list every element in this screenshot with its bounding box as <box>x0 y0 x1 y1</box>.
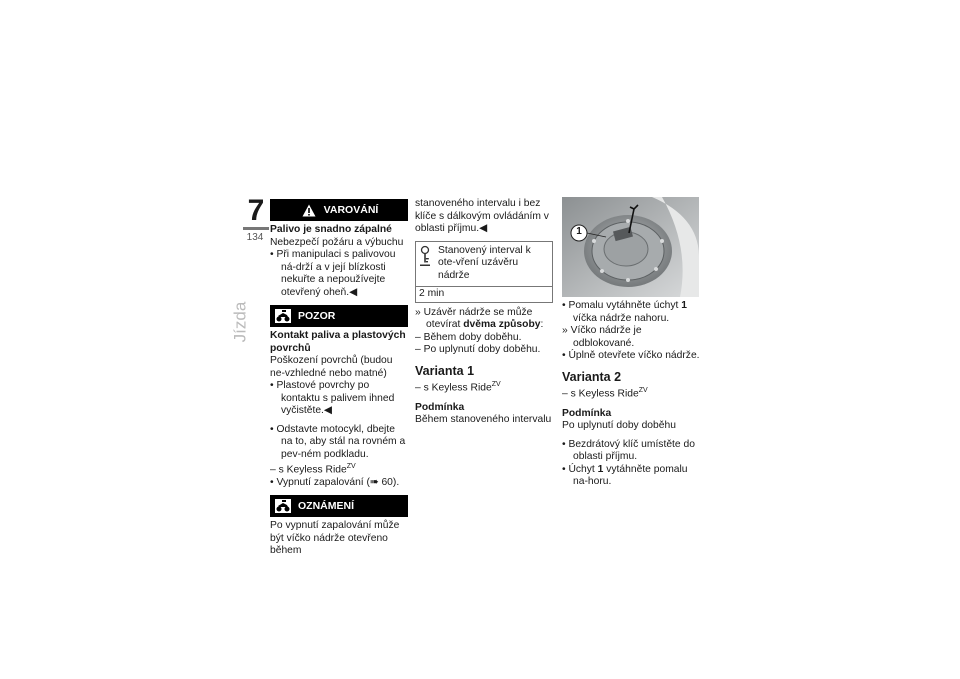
chapter-title <box>230 292 266 352</box>
step-open-cap: • Úplně otevřete víčko nádrže. <box>562 350 700 361</box>
warning-header <box>270 199 408 221</box>
step-park: • Odstavte motocykl, dbejte na to, aby stál na rovném a pev-ném podkladu. <box>270 423 406 460</box>
notice-header <box>270 495 408 517</box>
chapter-divider <box>243 227 269 230</box>
warning-text: Nebezpečí požáru a výbuchu <box>270 236 404 248</box>
result-open-bold: dvěma způsoby <box>463 319 541 330</box>
variant-1-condition-text: Během stanoveného intervalu <box>415 414 552 426</box>
variant-1-keyless-text: – s Keyless Ride <box>415 382 492 394</box>
page-number: 134 <box>246 232 264 243</box>
column-3 <box>562 300 700 489</box>
caution-header <box>270 305 408 327</box>
chapter-title-text: Jízda <box>230 301 250 343</box>
notice-text: Po vypnutí zapalování může být víčko nádrže otevřeno během <box>270 520 400 557</box>
variant-1-keyless <box>415 379 553 395</box>
variant-1-keyless-sup: ZV <box>491 381 501 388</box>
variant-2-condition-text: Po uplynutí doby doběhu <box>562 420 676 432</box>
keyless-line <box>270 461 408 477</box>
result-unlocked: » Víčko nádrže je odblokované. <box>562 325 642 349</box>
chapter-number: 7 <box>247 194 265 227</box>
interval-label: Stanovený interval k ote-vření uzávěru nádrže <box>438 244 531 281</box>
result-open-text: » Uzávěr nádrže se může otevírat <box>415 306 533 330</box>
caution-title: Kontakt paliva a plastových povrchů <box>270 330 406 354</box>
column-2 <box>415 198 553 427</box>
step-ignition: • Vypnutí zapalování (➠ 60). <box>270 476 400 488</box>
step-pull-slowly-ref: 1 <box>597 463 604 475</box>
interval-table <box>415 241 553 303</box>
variant-2-keyless-sup: ZV <box>638 387 648 394</box>
step-pull-handle-a: • Pomalu vytáhněte úchyt <box>562 300 682 311</box>
step-place-key: • Bezdrátový klíč umístěte do oblasti příjmu. <box>562 438 695 463</box>
step-pull-handle-ref: 1 <box>681 300 687 311</box>
warning-title: Palivo je snadno zápalné <box>270 224 392 235</box>
option-during: – Během doby doběhu. <box>415 331 522 343</box>
result-open-end: : <box>540 319 544 330</box>
variant-2-keyless <box>562 385 700 401</box>
interval-value: 2 min <box>419 288 445 299</box>
warning-label: VAROVÁNÍ <box>323 203 379 216</box>
variant-2-title: Varianta 2 <box>562 369 622 384</box>
variant-1-condition-label: Podmínka <box>415 401 465 413</box>
variant-2-keyless-text: – s Keyless Ride <box>562 388 639 400</box>
variant-2-condition-label: Podmínka <box>562 407 612 419</box>
step-pull-slowly-a: • Úchyt <box>562 463 598 475</box>
keyless-sup: ZV <box>346 463 356 470</box>
motorcycle-notice-icon <box>274 498 292 514</box>
motorcycle-caution-icon <box>274 308 292 324</box>
step-pull-handle <box>562 300 700 325</box>
photo-callout-1: 1 <box>576 226 582 237</box>
column-1 <box>270 199 408 558</box>
option-after: – Po uplynutí doby doběhu. <box>415 344 541 355</box>
step-pull-slowly <box>562 464 700 489</box>
warning-triangle-icon <box>300 202 318 218</box>
step-pull-handle-c: víčka nádrže nahoru. <box>573 312 670 324</box>
keyless-text: – s Keyless Ride <box>270 464 347 476</box>
caution-label: POZOR <box>298 309 336 322</box>
caution-text: Poškození povrchů (budou ne-vzhledné nebo matné) <box>270 355 393 379</box>
fuel-cap-photo <box>562 197 699 297</box>
notice-label: OZNÁMENÍ <box>298 500 354 513</box>
notice-continuation: stanoveného intervalu i bez klíče s dálkovým ovládáním v oblasti příjmu.◀ <box>415 198 549 234</box>
step-pull-slowly-c: vytáhněte pomalu na-horu. <box>573 463 688 488</box>
warning-bullet: • Při manipulaci s palivovou ná-drží a v její blízkosti nekuřte a nepoužívejte otevřený oheň.◀ <box>270 249 396 298</box>
fuel-cap-key-icon <box>418 245 434 283</box>
result-open <box>415 307 553 332</box>
caution-bullet: • Plastové povrchy po kontaktu s palivem ihned vyčistěte.◀ <box>270 380 395 416</box>
variant-1-title: Varianta 1 <box>415 363 475 378</box>
